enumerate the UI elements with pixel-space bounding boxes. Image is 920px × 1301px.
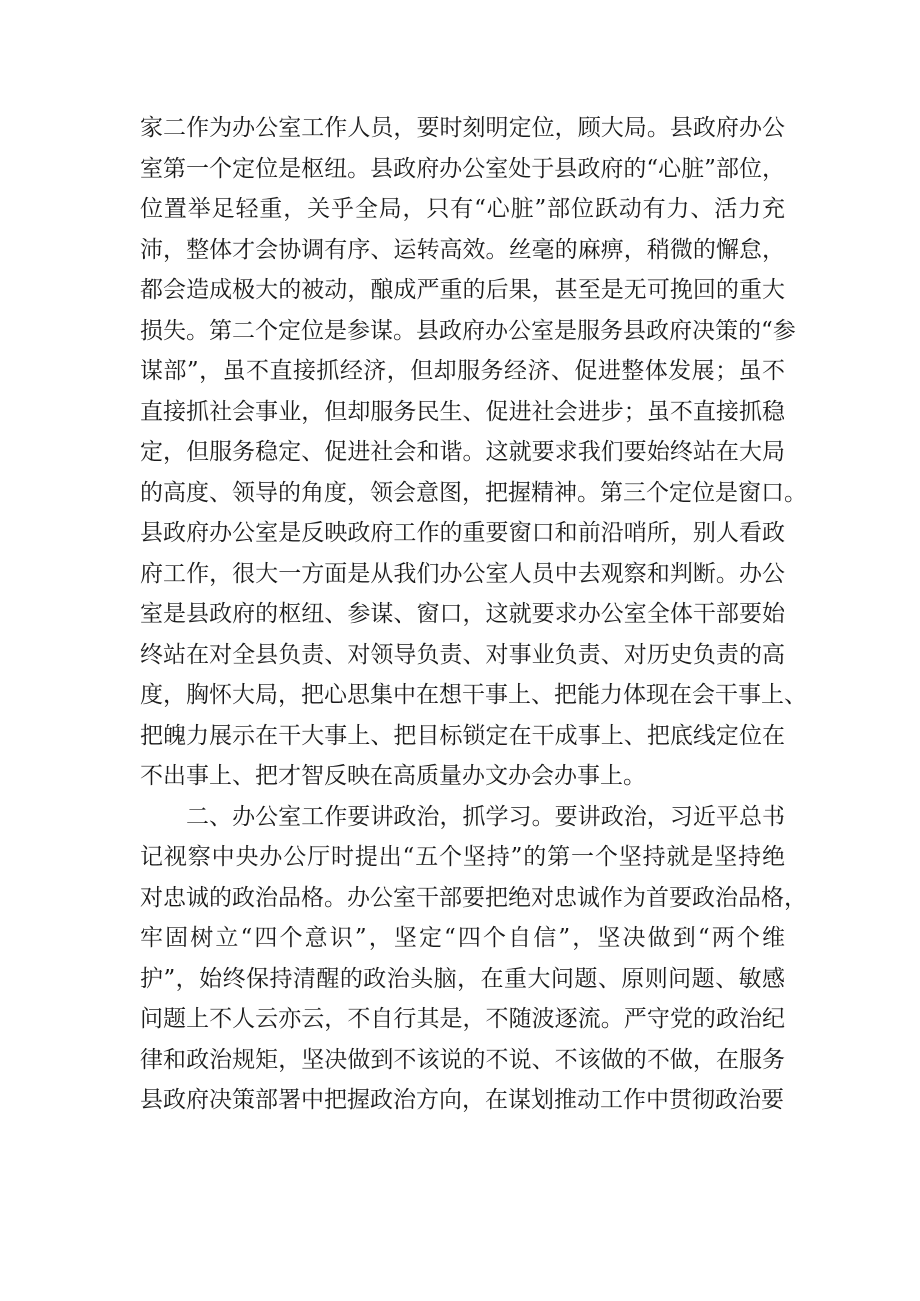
text-line: 不出事上、把才智反映在高质量办文办会办事上。 (140, 763, 646, 789)
text-line: 位置举足轻重，关乎全局，只有“心脏”部位跃动有力、活力充 (140, 196, 785, 222)
text-line: 问题上不人云亦云，不自行其是，不随波逐流。严守党的政治纪 (140, 1006, 785, 1032)
text-line: 对忠诚的政治品格。办公室干部要把绝对忠诚作为首要政治品格， (140, 884, 807, 911)
text-line: 把魄力展示在干大事上、把目标锁定在干成事上、把底线定位在 (140, 722, 785, 749)
text-line: 家二作为办公室工作人员，要时刻明定位，顾大局。县政府办公 (140, 115, 785, 141)
text-line: 室是县政府的枢纽、参谋、窗口，这就要求办公室全体干部要始 (140, 601, 785, 627)
text-line: 度，胸怀大局，把心思集中在想干事上、把能力体现在会干事上、 (140, 682, 807, 708)
text-line: 府工作，很大一方面是从我们办公室人员中去观察和判断。办公 (140, 560, 785, 587)
text-line: 损失。第二个定位是参谋。县政府办公室是服务县政府决策的“参 (140, 317, 796, 344)
text-line: 沛，整体才会协调有序、运转高效。丝毫的麻痹，稍微的懈怠， (140, 236, 785, 263)
text-line: 直接抓社会事业，但却服务民生、促进社会进步；虽不直接抓稳 (140, 398, 785, 425)
text-line: 县政府决策部署中把握政治方向，在谋划推动工作中贯彻政治要 (140, 1087, 784, 1113)
text-line: 都会造成极大的被动，酿成严重的后果，甚至是无可挽回的重大 (140, 277, 785, 303)
text-line: 定，但服务稳定、促进社会和谐。这就要求我们要始终站在大局 (140, 439, 785, 465)
text-line: 牢固树立“四个意识”，坚定“四个自信”，坚决做到“两个维 (140, 925, 785, 951)
document-body (140, 108, 807, 1121)
text-line: 县政府办公室是反映政府工作的重要窗口和前沿哨所，别人看政 (140, 520, 785, 546)
text-line: 记视察中央办公厅时提出“五个坚持”的第一个坚持就是坚持绝 (140, 844, 785, 870)
paragraph (140, 797, 807, 1121)
text-line: 二、办公室工作要讲政治，抓学习。要讲政治，习近平总书 (186, 803, 785, 830)
text-line: 护”，始终保持清醒的政治头脑，在重大问题、原则问题、敏感 (140, 965, 785, 992)
text-line: 终站在对全县负责、对领导负责、对事业负责、对历史负责的高 (140, 641, 785, 668)
text-line: 的高度、领导的角度，领会意图，把握精神。第三个定位是窗口。 (140, 479, 807, 506)
paragraph (140, 108, 807, 797)
text-line: 室第一个定位是枢纽。县政府办公室处于县政府的“心脏”部位， (140, 155, 785, 182)
text-line: 谋部”，虽不直接抓经济，但却服务经济、促进整体发展；虽不 (140, 358, 785, 384)
text-line: 律和政治规矩，坚决做到不该说的不说、不该做的不做，在服务 (140, 1046, 785, 1073)
